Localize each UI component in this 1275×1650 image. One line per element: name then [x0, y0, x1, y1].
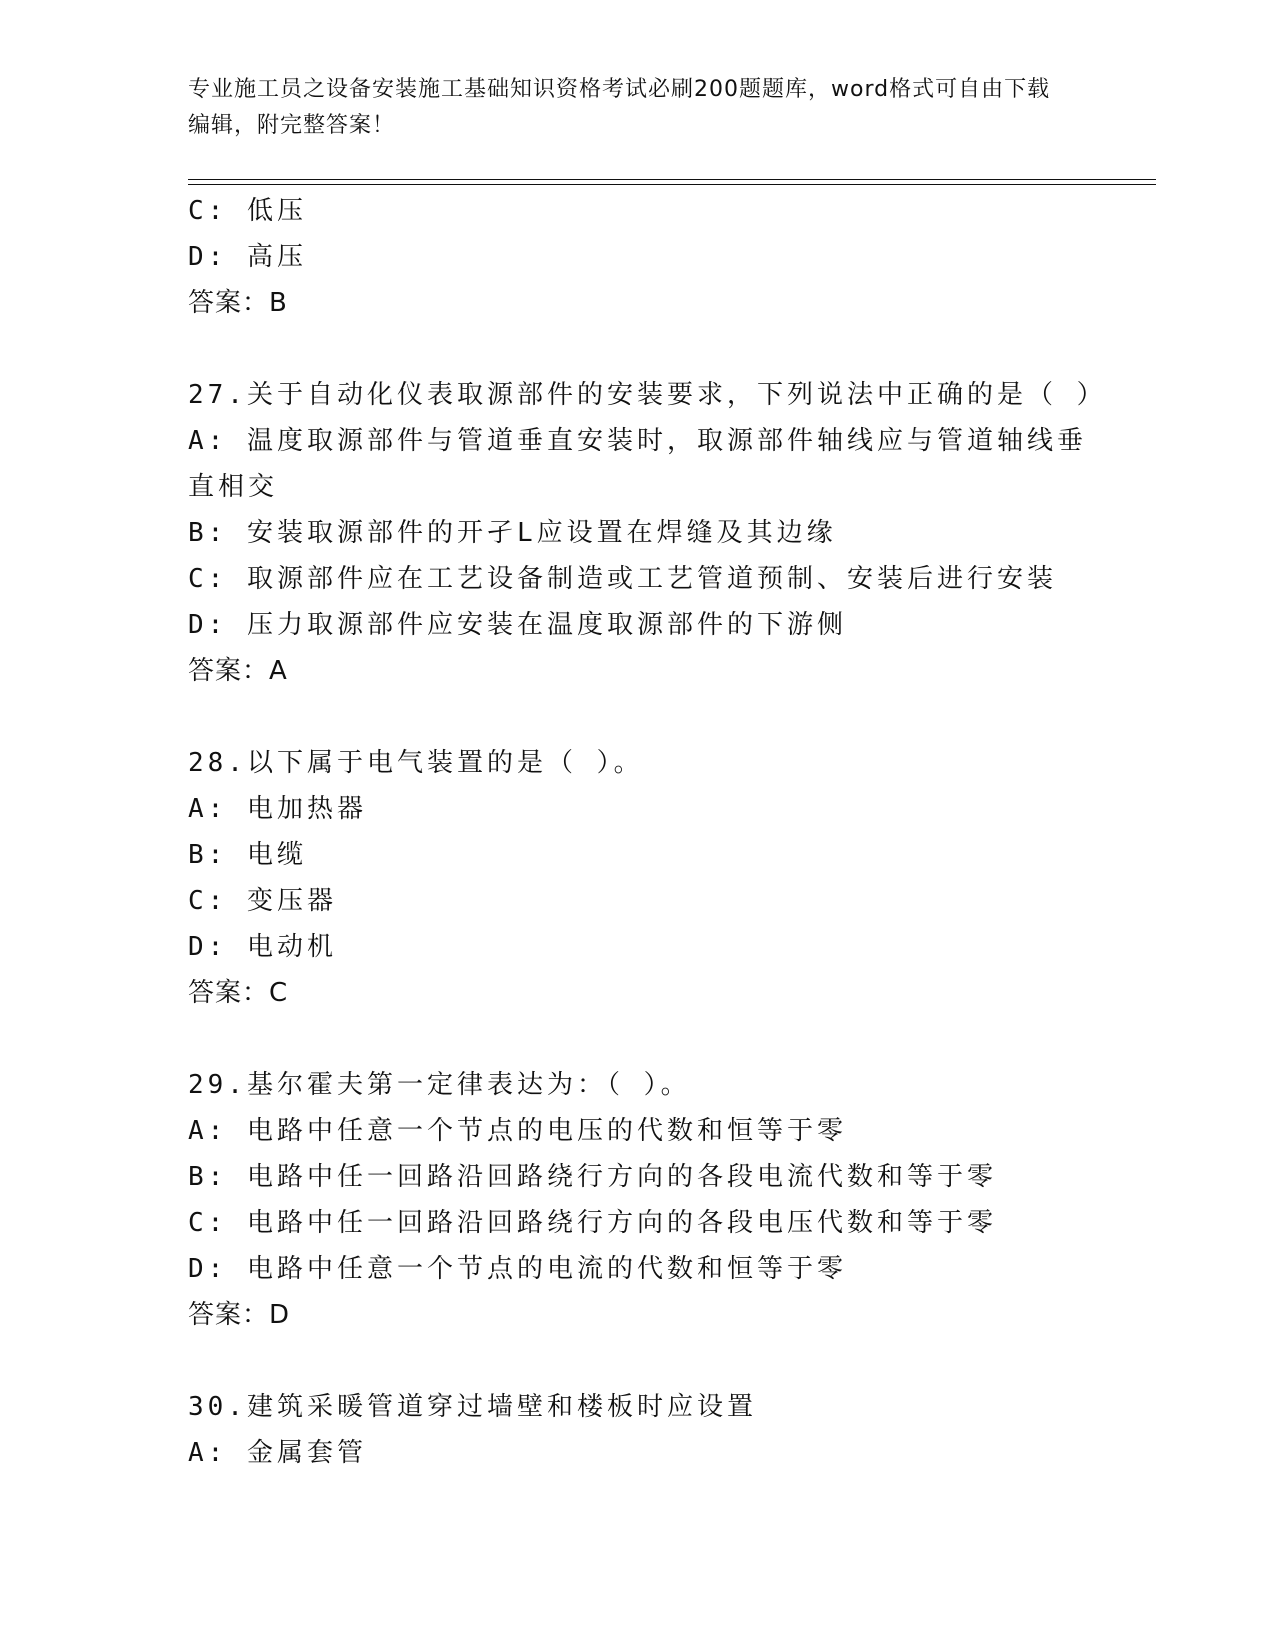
option-a: A: 金属套管: [188, 1438, 367, 1468]
question-28: 28.以下属于电气装置的是（ ）。: [188, 748, 644, 778]
option-d: D: 电动机: [188, 932, 337, 962]
header-rule-top: [188, 179, 1156, 180]
option-c: C: 低压: [188, 196, 307, 226]
option-c: C: 取源部件应在工艺设备制造或工艺管道预制、安装后进行安装: [188, 564, 1057, 594]
option-b: B: 安装取源部件的开孑L应设置在焊缝及其边缘: [188, 518, 837, 548]
question-30: 30.建筑采暖管道穿过墙壁和楼板时应设置: [188, 1392, 757, 1422]
option-d: D: 电路中任意一个节点的电流的代数和恒等于零: [188, 1254, 847, 1284]
spacer: [188, 1338, 1088, 1384]
header-rule-bottom: [188, 184, 1156, 185]
spacer: [188, 1016, 1088, 1062]
option-d: D: 压力取源部件应安装在温度取源部件的下游侧: [188, 610, 847, 640]
option-b: B: 电缆: [188, 840, 307, 870]
document-header: 专业施工员之设备安装施工基础知识资格考试必刷200题题库，word格式可自由下载编辑，附完整答案！: [188, 77, 1051, 138]
spacer: [188, 326, 1088, 372]
answer: 答案：C: [188, 978, 289, 1008]
question-27: 27.关于自动化仪表取源部件的安装要求，下列说法中正确的是（ ）: [188, 380, 1107, 410]
question-list: [188, 188, 1107, 1476]
option-b: B: 电路中任一回路沿回路绕行方向的各段电流代数和等于零: [188, 1162, 997, 1192]
answer: 答案：B: [188, 288, 288, 318]
question-29: 29.基尔霍夫第一定律表达为：（ ）。: [188, 1070, 691, 1100]
option-d: D: 高压: [188, 242, 307, 272]
option-a: A: 温度取源部件与管道垂直安装时，取源部件轴线应与管道轴线垂直相交: [188, 426, 1087, 502]
option-a: A: 电路中任意一个节点的电压的代数和恒等于零: [188, 1116, 847, 1146]
option-c: C: 变压器: [188, 886, 337, 916]
answer: 答案：A: [188, 656, 288, 686]
answer: 答案：D: [188, 1300, 291, 1330]
option-c: C: 电路中任一回路沿回路绕行方向的各段电压代数和等于零: [188, 1208, 997, 1238]
spacer: [188, 694, 1088, 740]
option-a: A: 电加热器: [188, 794, 367, 824]
